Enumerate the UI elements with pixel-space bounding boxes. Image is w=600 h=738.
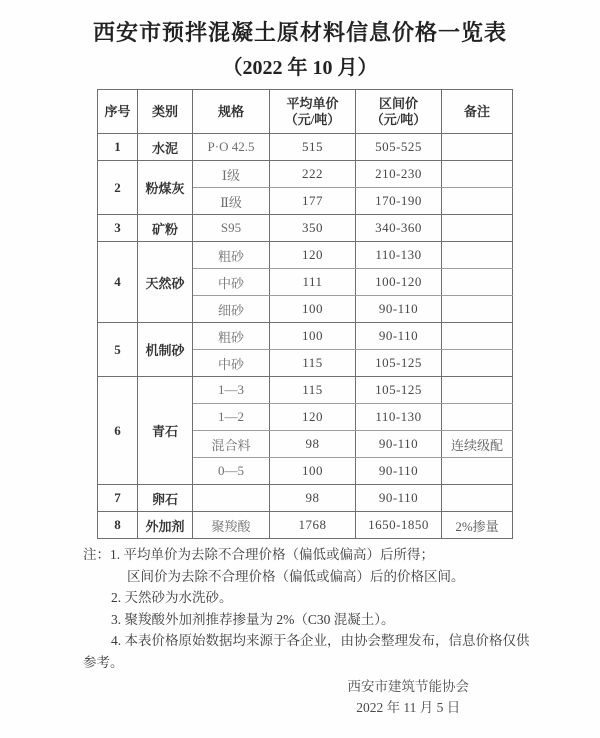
spec-cell: S95 — [193, 215, 270, 242]
note-line: 区间价为去除不合理价格（偏低或偏高）后的价格区间。 — [127, 568, 465, 584]
range-price-cell: 90-110 — [356, 296, 442, 323]
range-price-cell: 170-190 — [356, 188, 442, 215]
remark-cell — [442, 323, 513, 350]
table-row — [98, 323, 513, 350]
spec-cell: 聚羧酸 — [193, 512, 270, 539]
spec-cell: 中砂 — [193, 350, 270, 377]
avg-price-cell: 111 — [270, 269, 356, 296]
header-range-price — [356, 90, 442, 134]
spec-cell: P·O 42.5 — [193, 134, 270, 161]
remark-cell — [442, 161, 513, 188]
note-text: 1. 平均单价为去除不合理价格（偏低或偏高）后所得； — [110, 547, 434, 562]
spec-cell: 粗砂 — [193, 242, 270, 269]
range-price-cell: 105-125 — [356, 377, 442, 404]
category-cell: 青石 — [138, 377, 193, 485]
avg-price-cell: 98 — [270, 485, 356, 512]
range-price-cell: 505-525 — [356, 134, 442, 161]
avg-price-cell: 120 — [270, 242, 356, 269]
table-row — [98, 161, 513, 188]
avg-price-cell: 222 — [270, 161, 356, 188]
header-avg-price-line1: 平均单价 — [286, 95, 339, 111]
range-price-cell: 340-360 — [356, 215, 442, 242]
spec-cell: 粗砂 — [193, 323, 270, 350]
table-row — [98, 512, 513, 539]
spec-cell: 1—3 — [193, 377, 270, 404]
category-cell: 粉煤灰 — [138, 161, 193, 215]
remark-cell — [442, 215, 513, 242]
price-table — [97, 89, 513, 539]
table-row — [98, 242, 513, 269]
header-range-price-line2: （元/吨） — [370, 111, 427, 127]
category-cell: 水泥 — [138, 134, 193, 161]
spec-cell: 混合料 — [193, 431, 270, 458]
avg-price-cell: 100 — [270, 323, 356, 350]
remark-cell — [442, 269, 513, 296]
table-row — [98, 215, 513, 242]
index-cell: 8 — [98, 512, 138, 539]
note-line: 4. 本表价格原始数据均来源于各企业，由协会整理发布，信息价格仅供 — [111, 633, 530, 648]
footer-org: 西安市建筑节能协会 — [347, 679, 469, 694]
range-price-cell: 110-130 — [356, 242, 442, 269]
header-category: 类别 — [138, 90, 193, 134]
remark-cell: 2%掺量 — [442, 512, 513, 539]
note-line: 3. 聚羧酸外加剂推荐掺量为 2%（C30 混凝土）。 — [111, 611, 395, 627]
index-cell: 5 — [98, 323, 138, 377]
spec-cell: 中砂 — [193, 269, 270, 296]
remark-cell: 连续级配 — [442, 431, 513, 458]
range-price-cell: 90-110 — [356, 458, 442, 485]
remark-cell — [442, 377, 513, 404]
avg-price-cell: 515 — [270, 134, 356, 161]
page-subtitle: （2022 年 10 月） — [222, 57, 378, 79]
document-page — [0, 18, 600, 718]
index-cell: 3 — [98, 215, 138, 242]
header-range-price-line1: 区间价 — [378, 95, 418, 111]
note-line: 参考。 — [83, 654, 124, 670]
price-table-head — [98, 90, 513, 134]
index-cell: 6 — [98, 377, 138, 485]
remark-cell — [442, 134, 513, 161]
avg-price-cell: 100 — [270, 458, 356, 485]
category-cell: 卵石 — [138, 485, 193, 512]
avg-price-cell: 115 — [270, 377, 356, 404]
range-price-cell: 100-120 — [356, 269, 442, 296]
avg-price-cell: 98 — [270, 431, 356, 458]
price-table-body — [98, 134, 513, 539]
table-row — [98, 134, 513, 161]
spec-cell: 0—5 — [193, 458, 270, 485]
range-price-cell: 105-125 — [356, 350, 442, 377]
avg-price-cell: 100 — [270, 296, 356, 323]
page-title: 西安市预拌混凝土原材料信息价格一览表 — [92, 20, 507, 45]
header-remark: 备注 — [442, 90, 513, 134]
range-price-cell: 210-230 — [356, 161, 442, 188]
table-row — [98, 377, 513, 404]
remark-cell — [442, 188, 513, 215]
index-cell: 1 — [98, 134, 138, 161]
index-cell: 7 — [98, 485, 138, 512]
header-index: 序号 — [98, 90, 138, 134]
table-row — [98, 485, 513, 512]
notes-section — [83, 544, 530, 673]
header-avg-price-line2: （元/吨） — [284, 111, 341, 127]
remark-cell — [442, 296, 513, 323]
note-line: 2. 天然砂为水洗砂。 — [111, 590, 233, 605]
spec-cell: 细砂 — [193, 296, 270, 323]
remark-cell — [442, 404, 513, 431]
avg-price-cell: 1768 — [270, 512, 356, 539]
remark-cell — [442, 242, 513, 269]
spec-cell: Ⅰ级 — [193, 161, 270, 188]
remark-cell — [442, 350, 513, 377]
spec-cell: 1—2 — [193, 404, 270, 431]
range-price-cell: 90-110 — [356, 323, 442, 350]
avg-price-cell: 350 — [270, 215, 356, 242]
range-price-cell: 90-110 — [356, 485, 442, 512]
remark-cell — [442, 458, 513, 485]
avg-price-cell: 115 — [270, 350, 356, 377]
remark-cell — [442, 485, 513, 512]
avg-price-cell: 120 — [270, 404, 356, 431]
spec-cell — [193, 485, 270, 512]
spec-cell: Ⅱ级 — [193, 188, 270, 215]
index-cell: 2 — [98, 161, 138, 215]
category-cell: 机制砂 — [138, 323, 193, 377]
category-cell: 天然砂 — [138, 242, 193, 323]
range-price-cell: 90-110 — [356, 431, 442, 458]
index-cell: 4 — [98, 242, 138, 323]
note-line — [83, 544, 523, 566]
range-price-cell: 110-130 — [356, 404, 442, 431]
category-cell: 外加剂 — [138, 512, 193, 539]
notes-label: 注： — [83, 547, 110, 562]
table-header-row — [98, 90, 513, 134]
category-cell: 矿粉 — [138, 215, 193, 242]
footer — [348, 676, 470, 718]
footer-date: 2022 年 11 月 5 日 — [356, 700, 461, 715]
range-price-cell: 1650-1850 — [356, 512, 442, 539]
header-spec: 规格 — [193, 90, 270, 134]
header-avg-price — [270, 90, 356, 134]
avg-price-cell: 177 — [270, 188, 356, 215]
